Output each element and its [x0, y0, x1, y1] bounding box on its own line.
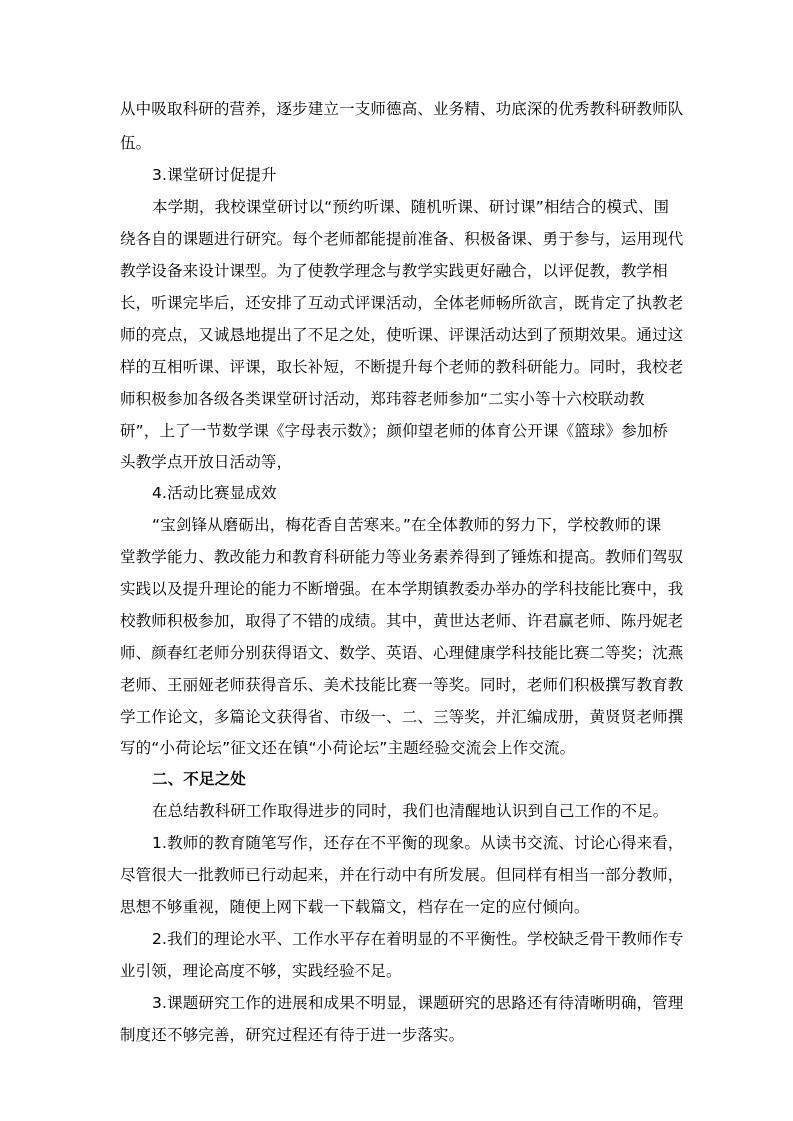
body-text-line: 业引领，理论高度不够，实践经验不足。	[120, 962, 402, 980]
subheading-4: 4.活动比赛显成效	[152, 484, 277, 502]
body-text-line: 师积极参加各级各类课堂研讨活动，郑玮蓉老师参加“二实小等十六校联动教	[120, 390, 645, 408]
body-text-line: 思想不够重视，随便上网下载一下载篇文，档存在一定的应付倾向。	[120, 898, 590, 916]
body-text-line: 从中吸取科研的营养，逐步建立一支师德高、业务精、功底深的优秀教科研教师队	[120, 100, 684, 118]
body-text-line: 教学设备来设计课型。为了使教学理念与教学实践更好融合，以评促教，教学相	[120, 262, 668, 280]
body-text-line: 制度还不够完善，研究过程还有待于进一步落实。	[120, 1026, 465, 1044]
body-text-line: 2.我们的理论水平、工作水平存在着明显的不平衡性。学校缺乏骨干教师作专	[152, 930, 684, 948]
body-text-line: “宝剑锋从磨砺出，梅花香自苦寒来。”在全体教师的努力下，学校教师的课	[152, 516, 662, 534]
body-text-line: 本学期，我校课堂研讨以“预约听课、随机听课、研讨课”相结合的模式、围	[152, 198, 670, 216]
body-text-line: 实践以及提升理论的能力不断增强。在本学期镇教委办举办的学科技能比赛中，我	[120, 580, 684, 598]
subheading-3: 3.课堂研讨促提升	[152, 166, 277, 184]
body-text-line: 3.课题研究工作的进展和成果不明显，课题研究的思路还有待清晰明确，管理	[152, 994, 684, 1012]
body-text-line: 校教师积极参加，取得了不错的成绩。其中，黄世达老师、许君赢老师、陈丹妮老	[120, 612, 684, 630]
body-text-line: 样的互相听课、评课，取长补短，不断提升每个老师的教科研能力。同时，我校老	[120, 358, 684, 376]
body-text-line: 长，听课完毕后，还安排了互动式评课活动，全体老师畅所欲言，既肯定了执教老	[120, 294, 684, 312]
body-text-line: 师、颜春红老师分别获得语文、数学、英语、心理健康学科技能比赛二等奖；沈燕	[120, 644, 684, 662]
body-text-line: 学工作论文，多篇论文获得省、市级一、二、三等奖，并汇编成册，黄贤贤老师撰	[120, 708, 684, 726]
body-text-line: 1.教师的教育随笔写作，还存在不平衡的现象。从读书交流、讨论心得来看，	[152, 834, 684, 852]
body-text-line: 写的“小荷论坛”征文还在镇“小荷论坛”主题经验交流会上作交流。	[120, 739, 576, 757]
body-text-line: 师的亮点，又诚恳地提出了不足之处，使听课、评课活动达到了预期效果。通过这	[120, 326, 684, 344]
body-text-line: 头教学点开放日活动等，	[120, 453, 293, 471]
body-text-line: 在总结教科研工作取得进步的同时，我们也清醒地认识到自己工作的不足。	[152, 802, 669, 820]
body-text-line: 堂教学能力、教改能力和教育科研能力等业务素养得到了锤炼和提高。教师们驾驭	[120, 548, 684, 566]
body-text-line: 老师、王丽娅老师获得音乐、美术技能比赛一等奖。同时，老师们积极撰写教育教	[120, 676, 684, 694]
body-text-line: 绕各自的课题进行研究。每个老师都能提前准备、积极备课、勇于参与，运用现代	[120, 230, 684, 248]
body-text-line: 研”，上了一节数学课《字母表示数》；颜仰望老师的体育公开课《篮球》参加桥	[120, 422, 669, 440]
section-heading: 二、不足之处	[152, 770, 246, 788]
body-text-line: 伍。	[120, 134, 152, 152]
body-text-line: 尽管很大一批教师已行动起来，并在行动中有所发展。但同样有相当一部分教师，	[120, 866, 684, 884]
